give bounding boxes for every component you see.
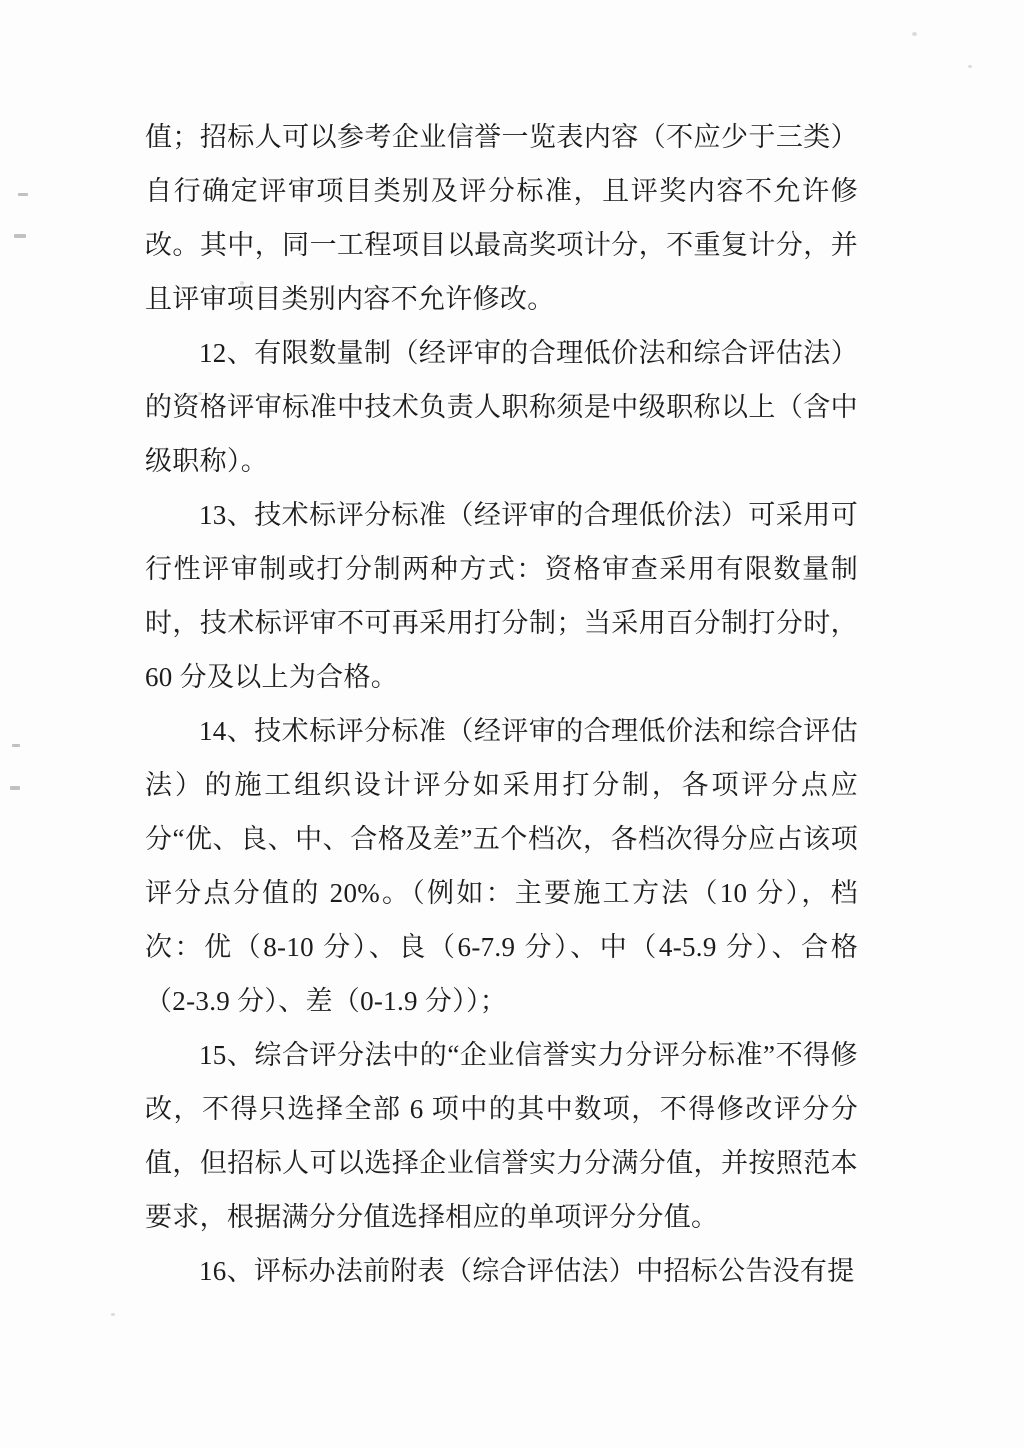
scan-speck bbox=[12, 744, 20, 747]
scan-speck bbox=[912, 32, 917, 36]
document-text-block bbox=[145, 110, 858, 1298]
scan-speck bbox=[111, 1313, 115, 1316]
paragraph-2: 12、有限数量制（经评审的合理低价法和综合评估法）的资格评审标准中技术负责人职称须是中级职称以上（含中级职称）。 bbox=[145, 338, 858, 476]
paragraph-6: 16、评标办法前附表（综合评估法）中招标公告没有提 bbox=[199, 1256, 855, 1286]
paragraph-1: 值；招标人可以参考企业信誉一览表内容（不应少于三类）自行确定评审项目类别及评分标准，且评奖内容不允许修改。其中，同一工程项目以最高奖项计分，不重复计分，并且评审项目类别内容不允许修改。 bbox=[145, 122, 858, 314]
paragraph-5: 15、综合评分法中的“企业信誉实力分评分标准”不得修改，不得只选择全部 6 项中的其中数项，不得修改评分分值，但招标人可以选择企业信誉实力分满分值，并按照范本要求，根据满分分值选择相应的单项评分分值。 bbox=[145, 1040, 858, 1232]
paragraph-3: 13、技术标评分标准（经评审的合理低价法）可采用可行性评审制或打分制两种方式：资格审查采用有限数量制时，技术标评审不可再采用打分制；当采用百分制打分时，60 分及以上为合格。 bbox=[145, 500, 858, 692]
scan-speck bbox=[14, 234, 26, 238]
paragraph-4: 14、技术标评分标准（经评审的合理低价法和综合评估法）的施工组织设计评分如采用打分制，各项评分点应分“优、良、中、合格及差”五个档次，各档次得分应占该项评分点分值的 20%。（例如：主要施工方法（10 分），档次：优（8-10 分）、良（6-7.9 分）、中（4-5.9 分）、合格（2-3.9 分）、差（0-1.9 分））； bbox=[145, 716, 858, 1016]
scan-speck bbox=[968, 65, 972, 68]
scan-speck bbox=[10, 786, 20, 790]
scan-speck bbox=[18, 193, 28, 196]
